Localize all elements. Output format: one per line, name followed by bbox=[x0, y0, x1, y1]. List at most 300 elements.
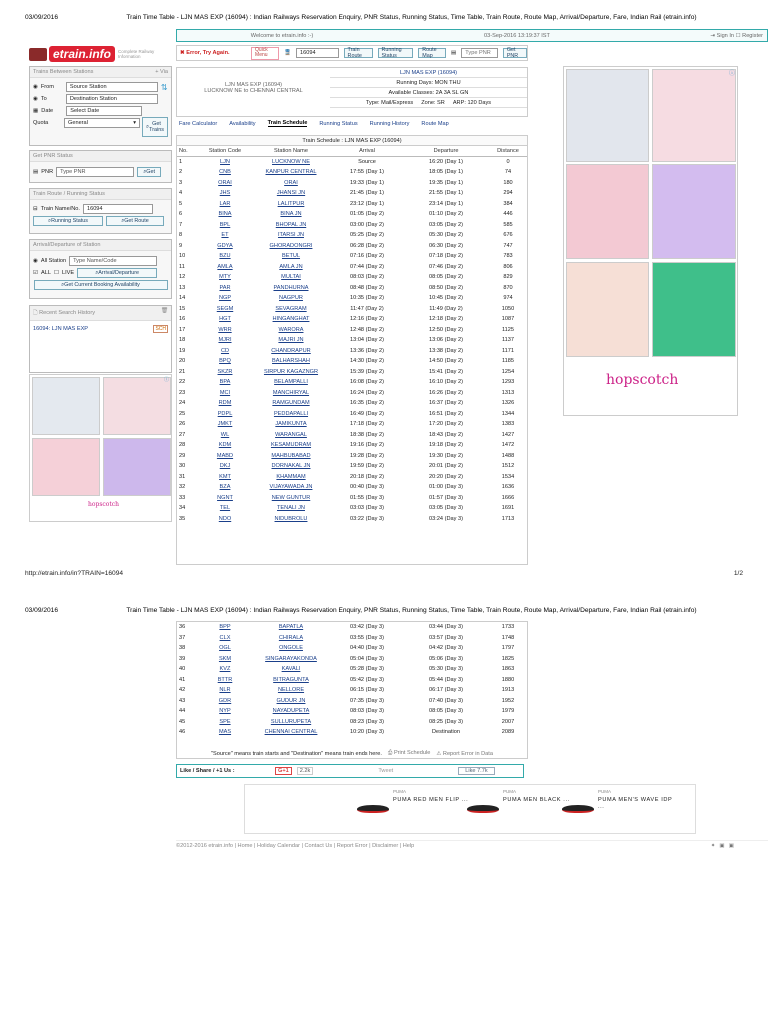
station-name[interactable]: MANCHIRYAL bbox=[272, 389, 310, 396]
station-name[interactable]: VIJAYAWADA JN bbox=[269, 484, 313, 491]
station-code[interactable]: CNB bbox=[219, 169, 231, 176]
quick-pnr-input[interactable]: Type PNR bbox=[461, 48, 498, 58]
social-icons bbox=[711, 843, 768, 849]
station-code[interactable]: SKM bbox=[218, 655, 232, 662]
station-code[interactable]: MCI bbox=[219, 389, 231, 396]
train-route-button[interactable]: Train Route bbox=[344, 48, 373, 58]
station-code[interactable]: BINA bbox=[218, 211, 232, 218]
distance: 1472 bbox=[501, 442, 515, 449]
running-status-side-button[interactable]: ⌕ Running Status bbox=[33, 216, 103, 226]
table-row bbox=[177, 398, 527, 409]
station-code[interactable]: CLX bbox=[219, 634, 231, 641]
distance: 676 bbox=[503, 232, 513, 239]
distance: 806 bbox=[503, 263, 513, 270]
report-error-link[interactable]: ⚠ Report Error in Data bbox=[436, 750, 493, 757]
row-number: 16 bbox=[179, 316, 186, 323]
distance: 1313 bbox=[501, 389, 515, 396]
all-station-radio[interactable]: ◉ bbox=[33, 258, 38, 264]
station-name[interactable]: DORNAKAL JN bbox=[271, 463, 311, 470]
departure-time: 23:14 (Day 1) bbox=[429, 200, 463, 207]
share-label: Like / Share / +1 Us : bbox=[180, 768, 235, 774]
print-header bbox=[25, 607, 743, 614]
arrival-time: 15:39 (Day 2) bbox=[350, 368, 384, 375]
distance: 1185 bbox=[501, 358, 515, 365]
station-name[interactable]: AMLA JN bbox=[279, 263, 303, 270]
row-number: 14 bbox=[179, 295, 186, 302]
distance: 180 bbox=[503, 179, 513, 186]
arrival-time: 08:48 (Day 2) bbox=[350, 284, 384, 291]
row-number: 1 bbox=[179, 159, 183, 165]
arrival-time: 05:04 (Day 3) bbox=[350, 655, 384, 662]
from-station-input[interactable]: Source Station bbox=[66, 82, 158, 92]
ad-product-image[interactable] bbox=[652, 69, 736, 162]
train-name: LJN MAS EXP (16094) bbox=[224, 82, 283, 88]
station-name[interactable]: BAPATLA bbox=[278, 624, 304, 631]
station-code[interactable]: ET bbox=[221, 232, 229, 239]
station-code[interactable]: DKJ bbox=[219, 463, 231, 470]
tab-availability[interactable]: Availability bbox=[229, 120, 256, 127]
get-pnr-button[interactable]: Get PNR bbox=[503, 48, 527, 58]
row-number: 39 bbox=[179, 655, 186, 662]
station-code[interactable]: TEL bbox=[219, 505, 231, 512]
station-code[interactable]: GDYA bbox=[217, 242, 233, 249]
date-input[interactable]: Select Date bbox=[66, 106, 142, 116]
station-name[interactable]: MULTAI bbox=[281, 274, 301, 281]
google-plus-button[interactable]: G+1 bbox=[275, 767, 292, 775]
tab-fare-calculator[interactable]: Fare Calculator bbox=[179, 120, 218, 127]
station-code[interactable]: JHS bbox=[219, 190, 231, 197]
station-code[interactable]: RDM bbox=[218, 400, 232, 407]
tab-running-history[interactable]: Running History bbox=[369, 120, 410, 127]
distance: 0 bbox=[506, 159, 510, 165]
shop-product-name: PUMA RED MEN FLIP ... bbox=[393, 797, 469, 803]
print-schedule-link[interactable]: ⎙ Print Schedule bbox=[387, 750, 431, 756]
table-row bbox=[177, 472, 527, 483]
station-name[interactable]: JHANSI JN bbox=[276, 190, 306, 197]
departure-time: 14:50 (Day 2) bbox=[429, 358, 463, 365]
station-code[interactable]: KVZ bbox=[219, 666, 231, 673]
googleplus-icon[interactable]: ▣ bbox=[728, 842, 738, 849]
train-logo-icon bbox=[29, 48, 47, 61]
arrival-time: 12:48 (Day 2) bbox=[350, 326, 384, 333]
to-station-input[interactable]: Destination Station bbox=[66, 94, 158, 104]
tab-running-status[interactable]: Running Status bbox=[319, 120, 358, 127]
station-name[interactable]: BHOPAL JN bbox=[275, 221, 307, 228]
station-name[interactable]: WARORA bbox=[278, 326, 304, 333]
panel-header: Train Route / Running Status bbox=[30, 189, 171, 200]
departure-time: 12:18 (Day 2) bbox=[429, 316, 463, 323]
station-name[interactable]: CHIRALA bbox=[278, 634, 304, 641]
add-via-link[interactable]: + Via bbox=[155, 69, 168, 75]
row-number: 46 bbox=[179, 729, 186, 736]
station-name[interactable]: KESAMUDRAM bbox=[270, 442, 312, 449]
quota-select[interactable]: General ▾ bbox=[64, 118, 140, 128]
arrival-time: 17:18 (Day 2) bbox=[350, 421, 384, 428]
signin-link[interactable]: Sign In bbox=[716, 32, 735, 39]
google-plus-count: 2.2k bbox=[297, 767, 314, 775]
table-row bbox=[177, 251, 527, 262]
station-name[interactable]: KANPUR CENTRAL bbox=[265, 169, 317, 176]
all-label: ALL bbox=[41, 270, 51, 276]
table-row bbox=[177, 346, 527, 357]
arrival-time: 03:22 (Day 3) bbox=[350, 515, 384, 522]
station-name[interactable]: GUDUR JN bbox=[276, 697, 306, 704]
station-code[interactable]: CD bbox=[220, 347, 230, 354]
station-name[interactable]: JAMIKUNTA bbox=[275, 421, 307, 428]
station-name[interactable]: BINA JN bbox=[280, 211, 302, 218]
station-name[interactable]: PANDHURNA bbox=[273, 284, 309, 291]
row-number: 11 bbox=[179, 263, 185, 270]
table-row bbox=[177, 717, 527, 728]
search-icon: ⌕ bbox=[143, 168, 147, 175]
station-code[interactable]: SKZR bbox=[217, 368, 233, 375]
station-code[interactable]: NYP bbox=[219, 708, 231, 715]
register-icon: ☐ bbox=[735, 32, 741, 39]
station-name[interactable]: ITARSI JN bbox=[277, 232, 304, 239]
station-code[interactable]: BPL bbox=[219, 221, 231, 228]
table-row bbox=[177, 633, 527, 644]
distance: 870 bbox=[503, 284, 513, 291]
station-code[interactable]: WL bbox=[220, 431, 230, 438]
arrival-time: 07:16 (Day 2) bbox=[350, 253, 384, 260]
row-number: 17 bbox=[179, 326, 186, 333]
departure-time: 06:17 (Day 3) bbox=[429, 687, 463, 694]
station-name[interactable]: BALHARSHAH bbox=[272, 358, 310, 365]
ad-banner-left[interactable] bbox=[29, 374, 172, 522]
running-status-button[interactable]: Running Status bbox=[378, 48, 414, 58]
station-name[interactable]: BITRAGUNTA bbox=[273, 676, 309, 683]
table-row bbox=[177, 283, 527, 294]
swap-stations-icon[interactable]: ⇅ bbox=[160, 82, 168, 92]
pnr-icon: ▤ bbox=[451, 50, 457, 56]
table-row bbox=[177, 409, 527, 420]
distance: 384 bbox=[503, 200, 513, 207]
shopping-ad-strip[interactable] bbox=[244, 784, 696, 834]
station-name[interactable]: ORAI bbox=[284, 179, 298, 186]
current-booking-button[interactable]: ⌕ Get Current Booking Availability bbox=[34, 280, 168, 290]
station-code[interactable]: LJN bbox=[220, 159, 230, 165]
station-code[interactable]: NGP bbox=[218, 295, 232, 302]
row-number: 35 bbox=[179, 515, 186, 522]
row-number: 31 bbox=[179, 473, 186, 480]
quick-train-input[interactable]: 16094 bbox=[296, 48, 339, 58]
station-code[interactable]: BPA bbox=[219, 379, 231, 386]
arrival-time: 05:28 (Day 3) bbox=[350, 666, 384, 673]
row-number: 40 bbox=[179, 666, 186, 673]
row-number: 5 bbox=[179, 200, 183, 207]
station-input[interactable]: Type Name/Code bbox=[69, 256, 157, 266]
departure-time: 03:05 (Day 3) bbox=[429, 505, 463, 512]
twitter-icon[interactable]: ✦ bbox=[710, 842, 720, 849]
departure-time: 16:51 (Day 2) bbox=[429, 410, 463, 417]
station-name[interactable]: SIRPUR KAGAZNGR bbox=[263, 368, 319, 375]
station-code[interactable]: BPQ bbox=[219, 358, 231, 365]
schedule-rows bbox=[177, 622, 527, 738]
station-name[interactable]: NEW GUNTUR bbox=[271, 494, 311, 501]
search-icon: ⌕ bbox=[48, 217, 52, 224]
train-number-input[interactable]: 16094 bbox=[83, 204, 153, 214]
arrival-time: 19:16 (Day 2) bbox=[350, 442, 384, 449]
to-radio[interactable]: ◉ bbox=[33, 96, 38, 102]
station-code[interactable]: WRR bbox=[218, 326, 232, 333]
facebook-like-button[interactable]: Like 7.7k bbox=[458, 767, 494, 775]
distance: 1344 bbox=[501, 410, 515, 417]
site-footer bbox=[176, 840, 768, 850]
tweet-button[interactable]: Tweet bbox=[378, 768, 394, 774]
print-title: Train Time Table - LJN MAS EXP (16094) : Indian Railways Reservation Enquiry, PNR Status, Running Status, Time Table, Train Route, Route Map, Arrival/Departure, Fare, Indian Rail (etrain.info) bbox=[126, 14, 697, 21]
distance: 1171 bbox=[501, 347, 515, 354]
station-code[interactable]: NLR bbox=[219, 687, 231, 694]
train-badge: LJN MAS EXP (16094) bbox=[330, 68, 527, 78]
chevron-down-icon: ▾ bbox=[133, 120, 136, 126]
departure-time: 20:01 (Day 2) bbox=[429, 463, 463, 470]
table-row bbox=[177, 419, 527, 430]
print-page-number: 1/2 bbox=[733, 570, 743, 577]
shop-brand: PUMA bbox=[393, 789, 407, 794]
table-row bbox=[177, 622, 527, 633]
station-code[interactable]: GDR bbox=[218, 697, 232, 704]
station-name[interactable]: NIDUBROLU bbox=[274, 515, 308, 522]
site-logo[interactable] bbox=[29, 44, 172, 64]
departure-time: 08:05 (Day 2) bbox=[429, 274, 463, 281]
station-name[interactable]: SINGARAYAKONDA bbox=[265, 655, 317, 662]
station-code[interactable]: MJRI bbox=[218, 337, 232, 344]
station-code[interactable]: HGT bbox=[219, 316, 231, 323]
station-code[interactable]: NGNT bbox=[217, 494, 233, 501]
from-radio[interactable]: ◉ bbox=[33, 84, 38, 90]
quick-search-bar bbox=[176, 45, 528, 61]
station-code[interactable]: JMKT bbox=[217, 421, 233, 428]
station-name[interactable]: SEVAGRAM bbox=[275, 305, 307, 312]
station-name[interactable]: MAJRI JN bbox=[278, 337, 304, 344]
station-code[interactable]: BTTR bbox=[217, 676, 233, 683]
ad-product-image[interactable] bbox=[652, 262, 736, 357]
distance: 1254 bbox=[501, 368, 515, 375]
get-trains-button[interactable]: ⌕ Get Trains bbox=[142, 117, 168, 137]
distance: 747 bbox=[503, 242, 513, 249]
row-number: 41 bbox=[179, 676, 186, 683]
quick-menu-button[interactable]: Quick Menu bbox=[251, 47, 279, 60]
tab-route-map[interactable]: Route Map bbox=[421, 120, 449, 127]
station-name[interactable]: GHORADONGRI bbox=[269, 242, 313, 249]
station-code[interactable]: KDM bbox=[218, 442, 232, 449]
departure-time: 05:30 (Day 2) bbox=[429, 232, 463, 239]
adchoices-icon[interactable]: ⓘ bbox=[163, 377, 169, 383]
distance: 1087 bbox=[501, 316, 515, 323]
pnr-input[interactable]: Type PNR bbox=[56, 167, 134, 177]
table-row bbox=[177, 335, 527, 346]
register-link[interactable]: Register bbox=[742, 32, 763, 39]
adchoices-icon[interactable]: ⓘ bbox=[728, 71, 735, 77]
station-code[interactable]: LAR bbox=[219, 200, 231, 207]
from-label: From bbox=[40, 84, 54, 90]
arrival-time: 19:28 (Day 2) bbox=[350, 452, 384, 459]
ad-product-image[interactable] bbox=[566, 69, 649, 162]
arrival-time: 14:30 (Day 2) bbox=[350, 358, 384, 365]
recent-history-panel bbox=[29, 305, 172, 373]
schedule-tag[interactable]: SCH bbox=[155, 326, 166, 332]
arrival-time: 08:03 (Day 2) bbox=[350, 274, 384, 281]
live-checkbox[interactable]: ☐ bbox=[53, 270, 59, 276]
station-name[interactable]: PEDDAPALLI bbox=[273, 410, 309, 417]
arrival-time: 10:35 (Day 2) bbox=[350, 295, 384, 302]
clear-history-icon[interactable]: 🗑 bbox=[160, 308, 168, 314]
station-name[interactable]: MAHBUBABAD bbox=[271, 452, 311, 459]
station-code[interactable]: PAR bbox=[219, 284, 231, 291]
table-row bbox=[177, 356, 527, 367]
footer-links[interactable]: ©2012-2016 etrain.info | Home | Holiday Calendar | Contact Us | Report Error | Disclaimer | Help bbox=[176, 842, 415, 849]
station-name[interactable]: SULLURUPETA bbox=[270, 718, 312, 725]
departure-time: 01:10 (Day 2) bbox=[429, 211, 463, 218]
arrival-time: 05:42 (Day 3) bbox=[350, 676, 384, 683]
print-date: 03/09/2016 bbox=[25, 607, 59, 614]
departure-time: 03:24 (Day 3) bbox=[429, 515, 463, 522]
station-name[interactable]: RAMGUNDAM bbox=[272, 400, 310, 407]
error-icon: ✖ bbox=[180, 50, 187, 56]
departure-time: 21:55 (Day 1) bbox=[429, 190, 463, 197]
column-header: Departure bbox=[403, 146, 489, 157]
route-map-button[interactable]: Route Map bbox=[418, 48, 446, 58]
row-number: 43 bbox=[179, 697, 186, 704]
station-code[interactable]: MABD bbox=[216, 452, 234, 459]
station-name[interactable]: CHENNAI CENTRAL bbox=[264, 729, 318, 736]
station-name[interactable]: LUCKNOW NE bbox=[272, 159, 310, 165]
distance: 1691 bbox=[501, 505, 515, 512]
station-code[interactable]: MTY bbox=[219, 274, 231, 281]
get-pnr-side-button[interactable]: ⌕ Get bbox=[137, 167, 161, 177]
station-name[interactable]: CHANDRAPUR bbox=[271, 347, 311, 354]
facebook-icon[interactable]: ▣ bbox=[719, 842, 729, 849]
station-code[interactable]: BZU bbox=[219, 253, 231, 260]
table-row bbox=[177, 514, 527, 525]
station-code[interactable]: MAS bbox=[218, 729, 232, 736]
ad-banner-right[interactable] bbox=[563, 66, 738, 416]
train-info-box bbox=[176, 67, 528, 117]
all-checkbox[interactable]: ☑ bbox=[33, 270, 39, 276]
arrival-time: 03:42 (Day 3) bbox=[350, 624, 384, 631]
table-row bbox=[177, 325, 527, 336]
distance: 1427 bbox=[501, 431, 515, 438]
departure-time: 07:18 (Day 2) bbox=[429, 253, 463, 260]
shop-item[interactable] bbox=[560, 789, 680, 829]
ad-product-image[interactable] bbox=[566, 164, 649, 259]
station-name[interactable]: BELAMPALLI bbox=[274, 379, 308, 386]
current-datetime: 03-Sep-2016 13:19:37 IST bbox=[484, 32, 550, 39]
table-row bbox=[177, 367, 527, 378]
station-code[interactable]: SEGM bbox=[216, 305, 234, 312]
station-code[interactable]: ORAI bbox=[218, 179, 232, 186]
station-name[interactable]: LALITPUR bbox=[277, 200, 305, 207]
table-row bbox=[177, 167, 527, 178]
station-code[interactable]: OGL bbox=[219, 645, 231, 652]
station-name[interactable]: NELLORE bbox=[277, 687, 305, 694]
departure-time: 07:40 (Day 3) bbox=[429, 697, 463, 704]
distance: 1383 bbox=[501, 421, 515, 428]
station-name[interactable]: ONGOLE bbox=[279, 645, 303, 652]
ad-product-image[interactable] bbox=[32, 438, 100, 496]
departure-time: 08:25 (Day 3) bbox=[429, 718, 463, 725]
row-number: 30 bbox=[179, 463, 186, 470]
quota-label: Quota bbox=[33, 120, 49, 126]
table-row bbox=[177, 157, 527, 168]
departure-time: 03:57 (Day 3) bbox=[429, 634, 463, 641]
distance: 1512 bbox=[501, 463, 515, 470]
station-code[interactable]: SPE bbox=[219, 718, 231, 725]
station-code[interactable]: PDPL bbox=[217, 410, 233, 417]
arrival-departure-button[interactable]: ⌕ Arrival/Departure bbox=[77, 268, 157, 278]
arrival-time: 16:24 (Day 2) bbox=[350, 389, 384, 396]
row-number: 20 bbox=[179, 358, 186, 365]
station-name[interactable]: BETUL bbox=[281, 253, 301, 260]
panel-header: Get PNR Status bbox=[30, 151, 171, 162]
schedule-title: Train Schedule : LJN MAS EXP (16094) bbox=[177, 136, 527, 146]
distance: 1534 bbox=[501, 473, 515, 480]
error-message: ✖ Error, Try Again. bbox=[180, 50, 230, 56]
arrival-time: 06:15 (Day 3) bbox=[350, 687, 384, 694]
pnr-label: PNR bbox=[41, 169, 54, 175]
ad-product-image[interactable] bbox=[32, 377, 100, 435]
station-name[interactable]: KHAMMAM bbox=[276, 473, 306, 480]
table-row bbox=[177, 685, 527, 696]
table-row bbox=[177, 643, 527, 654]
shop-item[interactable] bbox=[355, 789, 475, 829]
row-number: 27 bbox=[179, 431, 186, 438]
row-number: 29 bbox=[179, 452, 186, 459]
distance: 1488 bbox=[501, 452, 515, 459]
table-row bbox=[177, 188, 527, 199]
station-name[interactable]: WARANGAL bbox=[275, 431, 307, 438]
ad-product-image[interactable] bbox=[103, 377, 171, 435]
row-number: 12 bbox=[179, 274, 186, 281]
distance: 1636 bbox=[501, 484, 515, 491]
arrival-time: 01:55 (Day 3) bbox=[350, 494, 384, 501]
station-code[interactable]: BZA bbox=[219, 484, 231, 491]
live-label: LIVE bbox=[61, 270, 75, 276]
station-name[interactable]: TENALI JN bbox=[277, 505, 305, 512]
departure-time: 05:30 (Day 3) bbox=[429, 666, 463, 673]
station-code[interactable]: AMLA bbox=[217, 263, 233, 270]
sandal-image bbox=[562, 805, 594, 813]
row-number: 28 bbox=[179, 442, 186, 449]
station-code[interactable]: BPP bbox=[219, 624, 231, 631]
recent-search-item[interactable]: 16094: LJN MAS EXP bbox=[33, 326, 89, 332]
shop-product-name: PUMA MEN'S WAVE IDP ... bbox=[598, 797, 673, 810]
logo-tagline: Complete Railway Information bbox=[118, 49, 155, 59]
arrival-time: 21:45 (Day 1) bbox=[350, 190, 384, 197]
running-days: Running Days: MON THU bbox=[330, 78, 527, 88]
station-code[interactable]: NDO bbox=[218, 515, 232, 522]
to-label: To bbox=[40, 96, 47, 102]
ad-product-image[interactable] bbox=[103, 438, 171, 496]
station-name[interactable]: HINGANGHAT bbox=[272, 316, 310, 323]
distance: 2089 bbox=[501, 729, 515, 736]
history-icon: 🗋 bbox=[33, 310, 40, 316]
station-code[interactable]: KMT bbox=[219, 473, 231, 480]
station-name[interactable]: NAGPUR bbox=[279, 295, 303, 302]
departure-time: 16:26 (Day 2) bbox=[429, 389, 463, 396]
ad-product-image[interactable] bbox=[652, 164, 736, 259]
get-route-button[interactable]: ⌕ Get Route bbox=[106, 216, 164, 226]
departure-time: 16:20 (Day 1) bbox=[429, 159, 463, 165]
tab-train-schedule[interactable]: Train Schedule bbox=[267, 120, 308, 126]
station-name[interactable]: NAYADUPETA bbox=[272, 708, 310, 715]
station-name[interactable]: KAVALI bbox=[281, 666, 301, 673]
arrival-time: 20:18 (Day 2) bbox=[350, 473, 384, 480]
row-number: 24 bbox=[179, 400, 186, 407]
ad-product-image[interactable] bbox=[566, 262, 649, 357]
logo-text: etrain.info bbox=[49, 46, 115, 62]
distance: 1825 bbox=[501, 655, 515, 662]
